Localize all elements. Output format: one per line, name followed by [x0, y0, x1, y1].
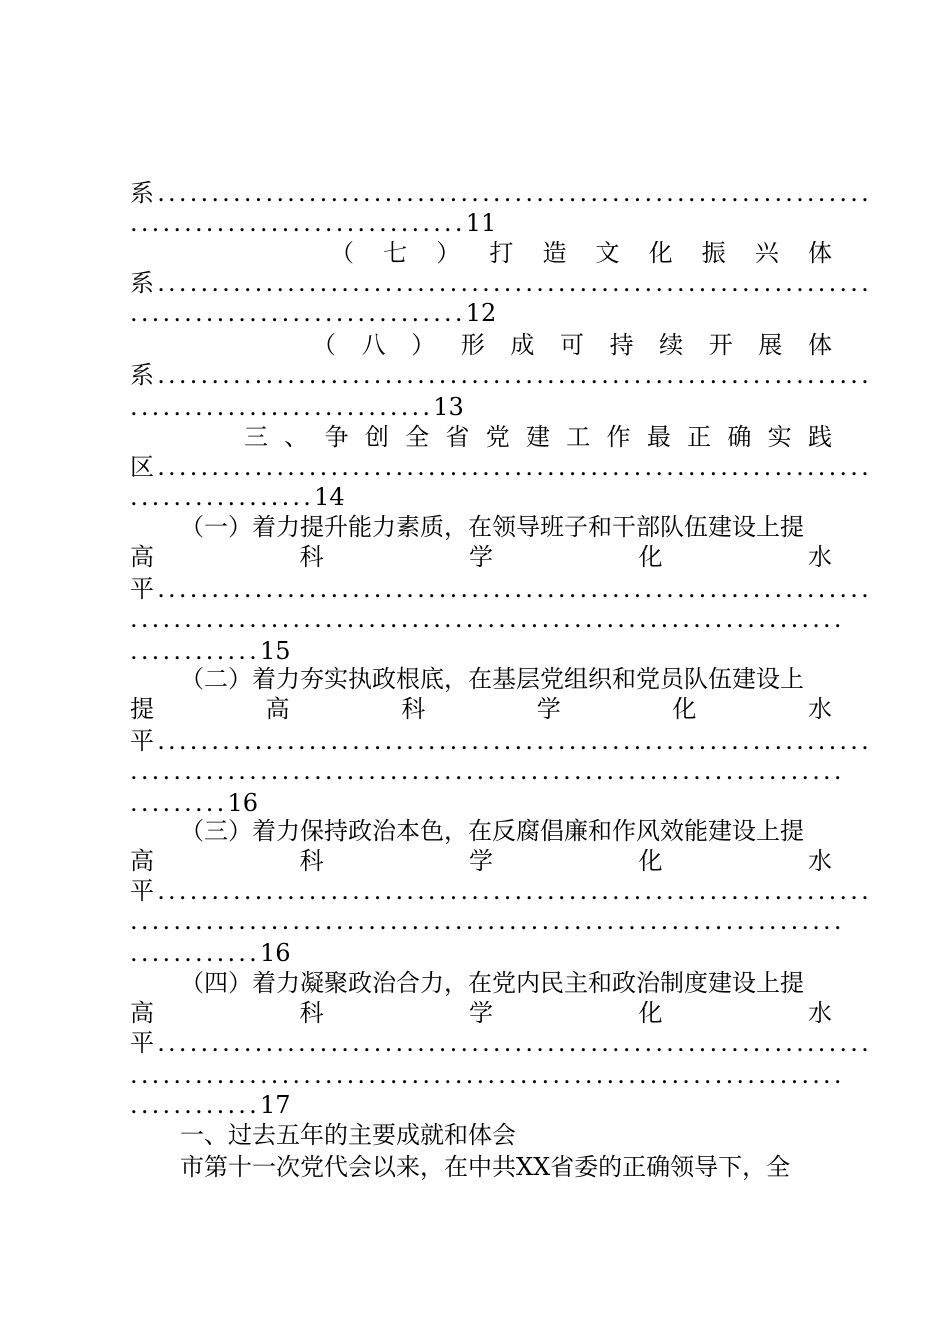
toc-line: 系..................................................................	[130, 179, 872, 207]
toc-char: 全	[405, 423, 430, 451]
toc-char: 高	[130, 847, 154, 875]
toc-line: ..................................................................	[130, 605, 845, 633]
toc-page-number[interactable]: 14	[314, 483, 345, 511]
toc-char: 续	[659, 331, 684, 359]
toc-char: 、	[284, 423, 309, 451]
toc-char: 确	[727, 423, 752, 451]
toc-item-1[interactable]: （一）着力提升能力素质，在领导班子和干部队伍建设上提	[180, 513, 804, 541]
toc-item-3[interactable]: （三）着力保持政治本色，在反腐倡廉和作风效能建设上提	[180, 817, 804, 845]
toc-line	[130, 998, 832, 1028]
toc-page-number[interactable]: 11	[465, 209, 497, 237]
toc-line: 平..................................................................	[130, 727, 872, 755]
section-heading: 一、过去五年的主要成就和体会	[180, 1121, 516, 1149]
toc-line	[130, 694, 832, 724]
toc-line: .................14	[130, 483, 345, 511]
toc-char: 党	[485, 423, 510, 451]
toc-section-3[interactable]	[244, 422, 832, 452]
toc-page-number[interactable]: 13	[433, 393, 464, 421]
toc-char: 高	[265, 695, 290, 723]
toc-char: 化	[638, 999, 663, 1027]
toc-char: 正	[687, 423, 712, 451]
toc-char: 学	[536, 695, 561, 723]
toc-char: 化	[638, 847, 663, 875]
toc-char: 打	[489, 239, 514, 267]
toc-char: 兴	[754, 239, 779, 267]
toc-tail-char: 平	[130, 877, 158, 905]
toc-char: 创	[364, 423, 389, 451]
toc-line: ..................................................................	[130, 907, 845, 935]
toc-char: 体	[807, 239, 832, 267]
toc-char: 化	[638, 543, 663, 571]
paragraph-text: 市第十一次党代会以来，在中共XX省委的正确领导下，全	[180, 1153, 791, 1181]
toc-char: （	[330, 239, 354, 267]
toc-line: ...............................11	[130, 209, 497, 237]
toc-char: 水	[808, 847, 832, 875]
toc-tail-char: 系	[130, 269, 158, 297]
toc-char: 科	[299, 543, 324, 571]
toc-page-number[interactable]: 16	[259, 939, 291, 967]
toc-char: ）	[411, 331, 436, 359]
toc-tail-char: 平	[130, 1029, 158, 1057]
toc-char: 科	[299, 847, 324, 875]
toc-char: 形	[460, 331, 485, 359]
toc-line: ............15	[130, 637, 291, 665]
toc-char: 建	[525, 423, 550, 451]
toc-char: 振	[701, 239, 726, 267]
toc-line: 系..................................................................	[130, 269, 872, 297]
toc-line: ............17	[130, 1091, 291, 1119]
toc-line: 区..................................................................	[130, 453, 872, 481]
toc-page-number[interactable]: 12	[465, 299, 497, 327]
toc-char: 可	[559, 331, 584, 359]
toc-char: （	[312, 331, 336, 359]
toc-line: .........16	[130, 789, 259, 817]
toc-char: 最	[646, 423, 671, 451]
toc-char: 实	[767, 423, 792, 451]
toc-char: 文	[595, 239, 620, 267]
toc-entry-8[interactable]	[312, 330, 832, 360]
toc-char: 化	[648, 239, 673, 267]
toc-char: 省	[445, 423, 470, 451]
toc-char: 水	[807, 695, 832, 723]
toc-tail-char: 系	[130, 179, 158, 207]
toc-line: 系..................................................................	[130, 361, 872, 389]
toc-char: 造	[542, 239, 567, 267]
toc-char: 成	[510, 331, 535, 359]
toc-line: 平..................................................................	[130, 575, 872, 603]
toc-line	[130, 542, 832, 572]
toc-char: 作	[606, 423, 631, 451]
toc-entry-7[interactable]	[330, 238, 832, 268]
toc-char: 展	[758, 331, 783, 359]
toc-char: 践	[807, 423, 832, 451]
toc-tail-char: 系	[130, 361, 158, 389]
toc-char: 科	[299, 999, 324, 1027]
toc-char: 学	[469, 847, 493, 875]
toc-line: ..................................................................	[130, 757, 845, 785]
toc-char: 工	[566, 423, 591, 451]
toc-line: ...............................12	[130, 299, 497, 327]
toc-item-2[interactable]: （二）着力夯实执政根底，在基层党组织和党员队伍建设上	[180, 665, 804, 693]
toc-char: 七	[383, 239, 408, 267]
toc-char: 学	[469, 999, 493, 1027]
toc-item-4[interactable]: （四）着力凝聚政治合力，在党内民主和政治制度建设上提	[180, 969, 804, 997]
toc-char: 三	[244, 423, 268, 451]
toc-tail-char: 平	[130, 727, 158, 755]
toc-char: 高	[130, 999, 154, 1027]
toc-char: 争	[324, 423, 349, 451]
toc-page-number[interactable]: 16	[227, 789, 259, 817]
toc-tail-char: 平	[130, 575, 158, 603]
toc-char: 八	[361, 331, 386, 359]
toc-char: 提	[130, 695, 154, 723]
toc-char: 高	[130, 543, 154, 571]
toc-line	[130, 846, 832, 876]
toc-char: 学	[469, 543, 493, 571]
toc-page-number[interactable]: 17	[259, 1091, 291, 1119]
toc-line: ............................13	[130, 393, 464, 421]
toc-tail-char: 区	[130, 453, 158, 481]
toc-line: 平..................................................................	[130, 877, 872, 905]
toc-char: 体	[807, 331, 832, 359]
toc-line: ..................................................................	[130, 1061, 845, 1089]
toc-line: ............16	[130, 939, 291, 967]
toc-char: 化	[672, 695, 697, 723]
toc-char: 开	[708, 331, 733, 359]
toc-page-number[interactable]: 15	[259, 637, 291, 665]
toc-char: 持	[609, 331, 634, 359]
toc-char: 科	[401, 695, 426, 723]
toc-char: ）	[436, 239, 461, 267]
toc-line: 平..................................................................	[130, 1029, 872, 1057]
toc-char: 水	[808, 999, 832, 1027]
toc-char: 水	[808, 543, 832, 571]
